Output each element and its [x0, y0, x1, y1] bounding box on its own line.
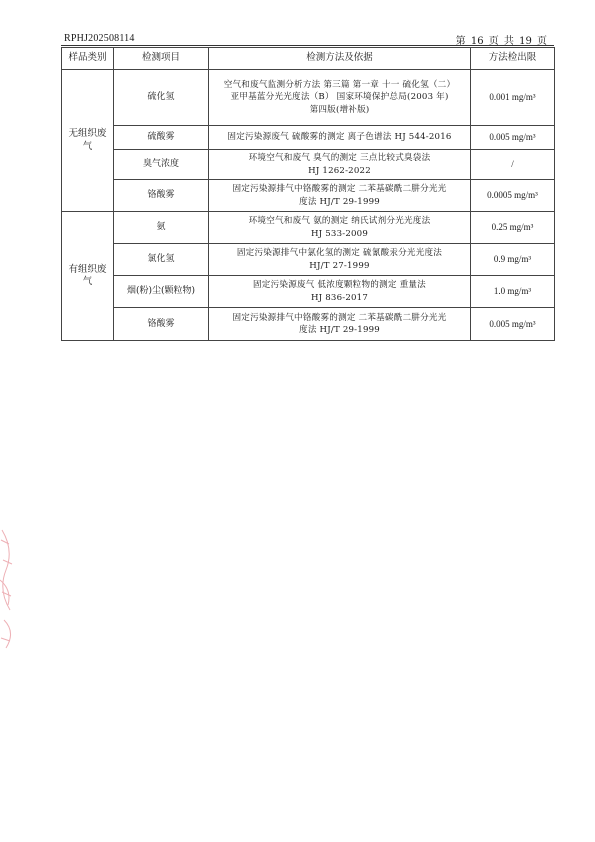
- method-line: 度法 HJ/T 29-1999: [299, 325, 380, 335]
- item-cell: 氯化氢: [114, 244, 209, 276]
- method-line: HJ 533-2009: [310, 228, 369, 239]
- method-line: 固定污染源排气中铬酸雾的测定 二苯基碳酰二肼分光光: [232, 312, 447, 323]
- method-line: 固定污染源排气中氯化氢的测定 硫氰酸汞分光光度法: [236, 248, 443, 258]
- table-row: [62, 180, 555, 212]
- method-cell: [209, 126, 471, 150]
- category-cell: 无组织废气: [62, 70, 114, 212]
- method-cell: [209, 212, 471, 244]
- method-line: 亚甲基蓝分光光度法（B） 国家环境保护总局(2003 年): [230, 92, 449, 103]
- method-line: 空气和废气监测分析方法 第三篇 第一章 十一 硫化氢（二）: [223, 79, 456, 90]
- method-cell: [209, 180, 471, 212]
- limit-cell: 0.9 mg/m³: [471, 244, 555, 276]
- item-cell: 硫酸雾: [114, 126, 209, 150]
- item-cell: 氨: [114, 212, 209, 244]
- col-header-item: 检测项目: [114, 48, 209, 70]
- item-cell: 铬酸雾: [114, 180, 209, 212]
- method-cell: [209, 70, 471, 126]
- table-row: [62, 126, 555, 150]
- method-line: HJ/T 27-1999: [309, 260, 370, 271]
- method-line: HJ 836-2017: [310, 292, 369, 303]
- col-header-method: 检测方法及依据: [209, 48, 471, 70]
- method-line: HJ 1262-2022: [308, 165, 371, 176]
- table-row: [62, 276, 555, 308]
- method-line: 固定污染源排气中铬酸雾的测定 二苯基碳酰二肼分光光: [232, 184, 447, 194]
- seal-stamp-fragment: [0, 520, 40, 680]
- table-row: [62, 244, 555, 276]
- limit-cell: 0.001 mg/m³: [471, 70, 555, 126]
- method-line: 度法 HJ/T 29-1999: [299, 196, 380, 207]
- table-row: [62, 70, 555, 126]
- col-header-category: 样品类别: [62, 48, 114, 70]
- header-rule: [61, 45, 554, 46]
- item-cell: 烟(粉)尘(颗粒物): [114, 276, 209, 308]
- document-code: RPHJ202508114: [64, 33, 135, 44]
- method-line: 环境空气和废气 氨的测定 纳氏试剂分光光度法: [248, 216, 431, 226]
- method-line: 固定污染源废气 低浓度颗粒物的测定 重量法: [253, 280, 426, 290]
- limit-cell: 0.005 mg/m³: [471, 308, 555, 341]
- method-line: 第四版(增补版): [309, 104, 370, 115]
- limit-cell: 0.005 mg/m³: [471, 126, 555, 150]
- limit-cell: 0.0005 mg/m³: [471, 180, 555, 212]
- page-number: 第 16 页 共 19 页: [455, 36, 547, 47]
- method-line: 环境空气和废气 臭气的测定 三点比较式臭袋法: [248, 153, 431, 163]
- table-row: [62, 308, 555, 341]
- method-line: 固定污染源废气 硫酸雾的测定 离子色谱法 HJ 544-2016: [227, 132, 452, 143]
- table-row: [62, 212, 555, 244]
- method-cell: [209, 244, 471, 276]
- method-cell: [209, 150, 471, 180]
- limit-cell: 1.0 mg/m³: [471, 276, 555, 308]
- table-row: [62, 150, 555, 180]
- table-header-row: [62, 48, 555, 70]
- method-cell: [209, 308, 471, 341]
- item-cell: 硫化氢: [114, 70, 209, 126]
- category-cell: 有组织废气: [62, 212, 114, 341]
- limit-cell: 0.25 mg/m³: [471, 212, 555, 244]
- limit-cell: /: [471, 150, 555, 180]
- method-cell: [209, 276, 471, 308]
- col-header-limit: 方法检出限: [471, 48, 555, 70]
- item-cell: 铬酸雾: [114, 308, 209, 341]
- item-cell: 臭气浓度: [114, 150, 209, 180]
- detection-method-table: [61, 47, 555, 341]
